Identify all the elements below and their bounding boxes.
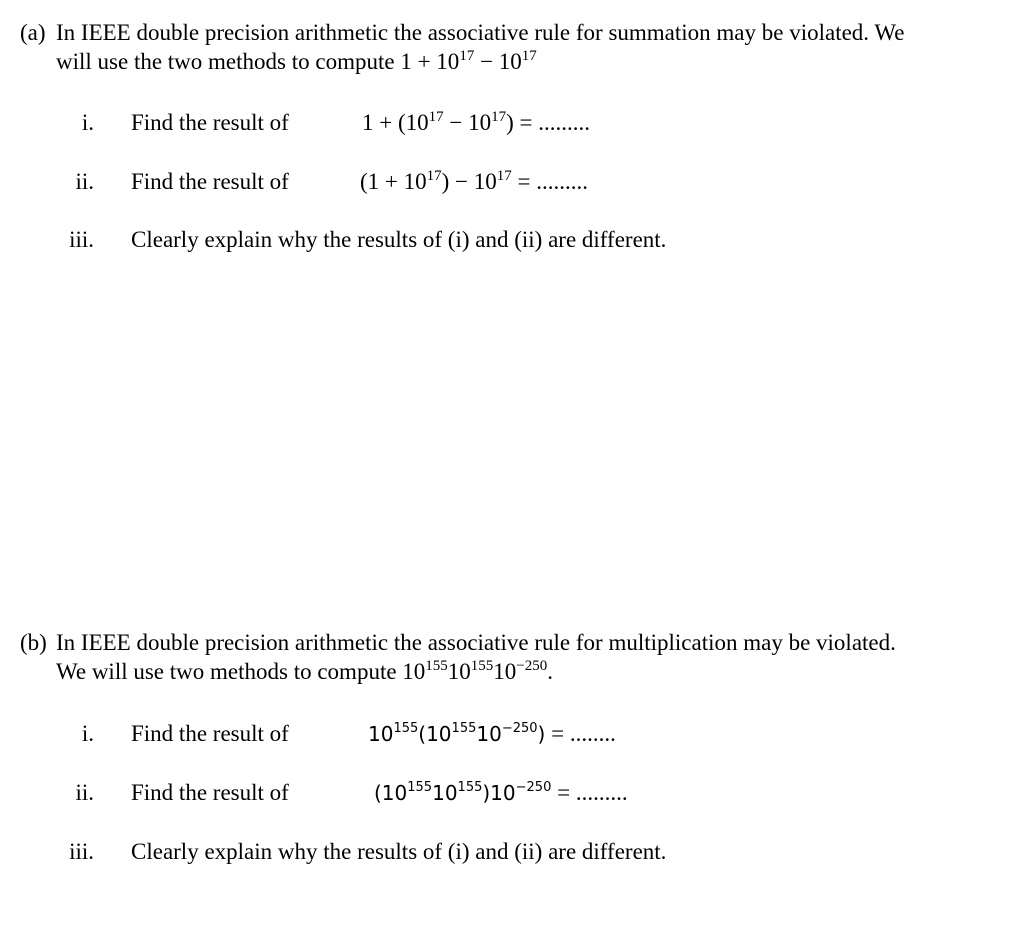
item-text: Clearly explain why the results of (i) and (ii) are different. <box>131 839 667 864</box>
item-number: iii. <box>69 227 94 252</box>
math-exponent: 155 <box>407 780 433 795</box>
math-exponent: 17 <box>428 109 444 125</box>
math-term: 10 <box>476 722 502 746</box>
math-term: 10 <box>368 722 394 746</box>
item-number: i. <box>81 721 94 746</box>
math-exponent: 17 <box>521 48 537 64</box>
item-number: iii. <box>69 839 94 864</box>
item-text: Find the result of <box>131 110 289 135</box>
math-exponent: −250 <box>516 658 548 674</box>
part-a-line1: In IEEE double precision arithmetic the associative rule for summation may be violated. We <box>56 20 905 45</box>
part-b-line2-prefix: We will use two methods to compute <box>56 659 403 684</box>
math-exponent: 155 <box>451 721 477 736</box>
math-exponent: 155 <box>393 721 419 736</box>
math-exponent: 155 <box>470 658 494 674</box>
math-exponent: 17 <box>426 168 442 184</box>
math-term: )10 <box>482 781 516 805</box>
item-text: Find the result of <box>131 169 289 194</box>
math-exponent: −250 <box>515 780 552 795</box>
math-term: − 10 <box>474 49 522 74</box>
math-exponent: −250 <box>501 721 538 736</box>
math-exponent: 17 <box>491 109 507 125</box>
math-exponent: 17 <box>496 168 512 184</box>
math-term: 1 + (10 <box>362 110 429 135</box>
item-number: ii. <box>75 780 94 805</box>
answer-blank: = ........ <box>545 721 616 746</box>
math-term: 10 <box>493 659 517 684</box>
item-expression <box>362 108 590 137</box>
part-b-line2 <box>20 657 1010 686</box>
math-term: 1 + 10 <box>400 49 460 74</box>
part-a-line2 <box>20 47 1010 76</box>
math-exponent: 17 <box>459 48 475 64</box>
item-text: Clearly explain why the results of (i) and (ii) are different. <box>131 227 667 252</box>
math-term: ) <box>537 722 546 746</box>
math-term: ) <box>506 110 514 135</box>
math-term: 10 <box>402 659 426 684</box>
part-b-label: (b) <box>20 630 47 655</box>
math-term: . <box>547 659 554 684</box>
math-term: − 10 <box>443 110 492 135</box>
math-exponent: 155 <box>457 780 483 795</box>
math-block <box>374 781 551 805</box>
item-expression <box>368 719 616 749</box>
math-term: (10 <box>374 781 408 805</box>
part-b-line2-math <box>402 659 553 684</box>
item-text: Find the result of <box>131 780 289 805</box>
answer-blank: = ......... <box>513 110 591 135</box>
answer-blank: = ......... <box>511 169 589 194</box>
math-term: ) − 10 <box>441 169 497 194</box>
part-a-intro <box>20 18 1010 76</box>
math-term: (1 + 10 <box>360 169 427 194</box>
item-expression <box>374 778 628 808</box>
math-term: (10 <box>418 722 452 746</box>
part-b-line1: In IEEE double precision arithmetic the associative rule for multiplication may be violated. <box>56 630 896 655</box>
answer-blank: = ......... <box>551 780 628 805</box>
item-number: i. <box>81 110 94 135</box>
math-exponent: 155 <box>425 658 448 674</box>
item-expression <box>360 167 588 196</box>
part-a-line2-math <box>400 49 536 74</box>
part-b-intro <box>20 628 1010 686</box>
item-text: Find the result of <box>131 721 289 746</box>
part-a-label: (a) <box>20 20 46 45</box>
item-number: ii. <box>75 169 94 194</box>
math-term: 10 <box>447 659 471 684</box>
math-term: 10 <box>432 781 458 805</box>
part-a-line2-prefix: will use the two methods to compute <box>56 49 401 74</box>
math-block <box>368 722 545 746</box>
